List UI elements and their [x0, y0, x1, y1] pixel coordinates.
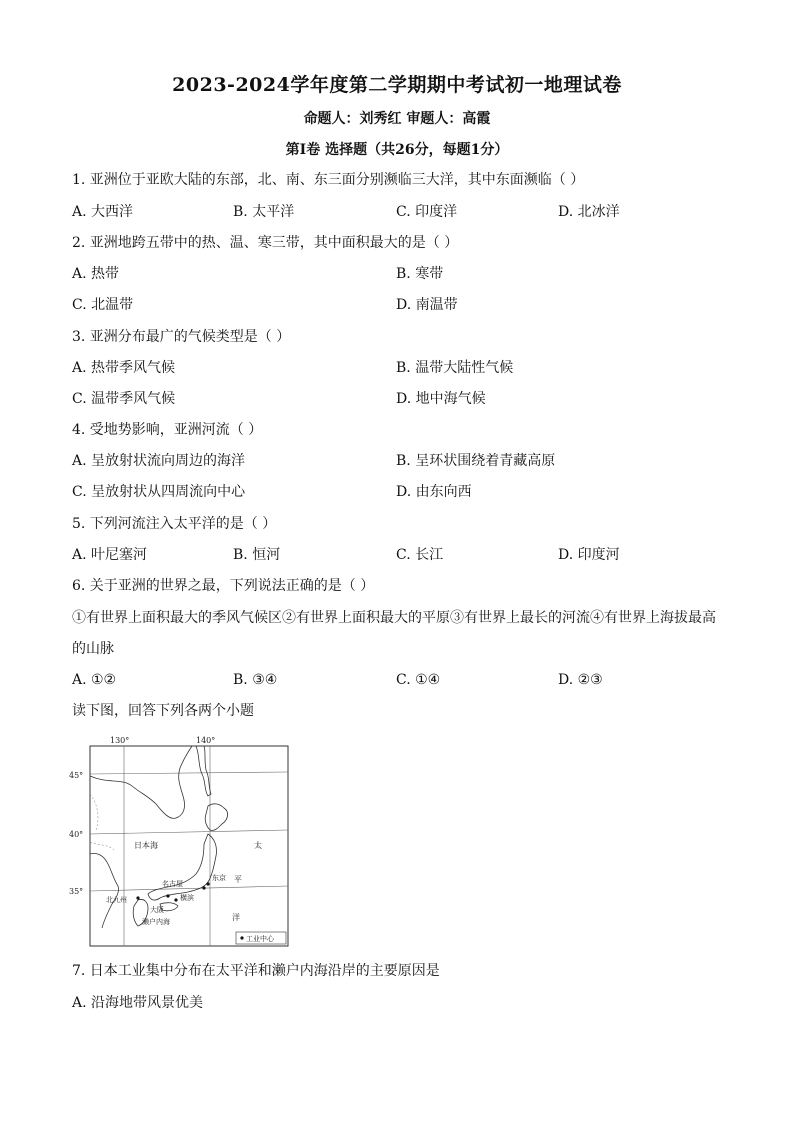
city-label-kitakyushu: 北九州 [106, 896, 127, 904]
question-5-option-c[interactable]: C. 长江 [396, 547, 444, 563]
question-4-option-a[interactable]: A. 呈放射状流向周边的海洋 [72, 453, 246, 469]
question-5-option-d[interactable]: D. 印度河 [558, 547, 620, 563]
question-2-option-d[interactable]: D. 南温带 [396, 297, 458, 313]
question-5-option-a[interactable]: A. 叶尼塞河 [72, 547, 148, 563]
question-1-option-c[interactable]: C. 印度洋 [396, 204, 458, 220]
exam-authors: 命题人：刘秀红 审题人：高霞 [303, 111, 491, 127]
city-label-osaka: 大阪 [150, 906, 164, 914]
map-svg [68, 734, 292, 950]
lon-label-130: 130° [110, 736, 130, 745]
question-3-option-a[interactable]: A. 热带季风气候 [72, 360, 176, 376]
question-5-option-b[interactable]: B. 恒河 [233, 547, 281, 563]
japan-industry-map [68, 734, 292, 950]
ocean-label-3: 洋 [232, 913, 240, 922]
legend-label: 工业中心 [246, 935, 274, 943]
question-4-stem: 4. 受地势影响，亚洲河流（ ） [72, 422, 263, 438]
city-dot-kitakyushu [136, 896, 139, 899]
question-3-option-d[interactable]: D. 地中海气候 [396, 391, 486, 407]
question-6-option-c[interactable]: C. ①④ [396, 672, 441, 688]
question-5-stem: 5. 下列河流注入太平洋的是（ ） [72, 516, 277, 532]
read-map-instruction: 读下图，回答下列各两个小题 [72, 703, 254, 719]
exam-title: 2023-2024学年度第二学期期中考试初一地理试卷 [172, 74, 622, 96]
question-6-option-d[interactable]: D. ②③ [558, 672, 603, 688]
lat-label-45: 45° [69, 771, 84, 780]
question-4-option-c[interactable]: C. 呈放射状从四周流向中心 [72, 484, 246, 500]
question-1-option-d[interactable]: D. 北冰洋 [558, 204, 620, 220]
ocean-label-2: 平 [234, 875, 242, 884]
section-heading: 第Ⅰ卷 选择题（共26分，每题1分） [285, 142, 509, 158]
city-dot-osaka [174, 898, 177, 901]
lon-label-140: 140° [196, 736, 216, 745]
question-1-option-a[interactable]: A. 大西洋 [72, 204, 134, 220]
question-1-option-b[interactable]: B. 太平洋 [233, 204, 295, 220]
question-4-option-b[interactable]: B. 呈环状围绕着青藏高原 [396, 453, 556, 469]
city-dot-tokyo [206, 882, 209, 885]
question-2-option-c[interactable]: C. 北温带 [72, 297, 134, 313]
question-6-stem: 6. 关于亚洲的世界之最，下列说法正确的是（ ） [72, 578, 375, 594]
question-3-option-b[interactable]: B. 温带大陆性气候 [396, 360, 514, 376]
city-label-yokohama: 横滨 [180, 894, 194, 902]
question-6-statements-line-1: ①有世界上面积最大的季风气候区②有世界上面积最大的平原③有世界上最长的河流④有世界上海拔最高 [72, 610, 716, 626]
city-dot-yokohama [202, 886, 205, 889]
city-label-tokyo: 东京 [212, 874, 226, 882]
question-6-option-b[interactable]: B. ③④ [233, 672, 278, 688]
question-2-stem: 2. 亚洲地跨五带中的热、温、寒三带，其中面积最大的是（ ） [72, 235, 459, 251]
inland-sea-label: 濑户内海 [142, 918, 170, 926]
question-3-stem: 3. 亚洲分布最广的气候类型是（ ） [72, 329, 291, 345]
lat-label-40: 40° [69, 830, 84, 839]
question-7-option-a[interactable]: A. 沿海地带风景优美 [72, 995, 204, 1011]
question-2-option-b[interactable]: B. 寒带 [396, 266, 444, 282]
question-1-stem: 1. 亚洲位于亚欧大陆的东部，北、南、东三面分别濒临三大洋，其中东面濒临（ ） [72, 172, 585, 188]
city-label-nagoya: 名古屋 [162, 880, 183, 888]
lat-label-35: 35° [69, 887, 84, 896]
question-4-option-d[interactable]: D. 由东向西 [396, 484, 472, 500]
question-7-stem: 7. 日本工业集中分布在太平洋和濑户内海沿岸的主要原因是 [72, 963, 440, 979]
ocean-label-1: 太 [254, 841, 262, 850]
city-dot-nagoya [166, 894, 169, 897]
sea-of-japan-label: 日本海 [134, 841, 158, 850]
question-2-option-a[interactable]: A. 热带 [72, 266, 120, 282]
question-6-statements-line-2: 的山脉 [72, 641, 114, 657]
question-3-option-c[interactable]: C. 温带季风气候 [72, 391, 176, 407]
legend-dot-icon [240, 936, 243, 939]
question-6-option-a[interactable]: A. ①② [72, 672, 117, 688]
